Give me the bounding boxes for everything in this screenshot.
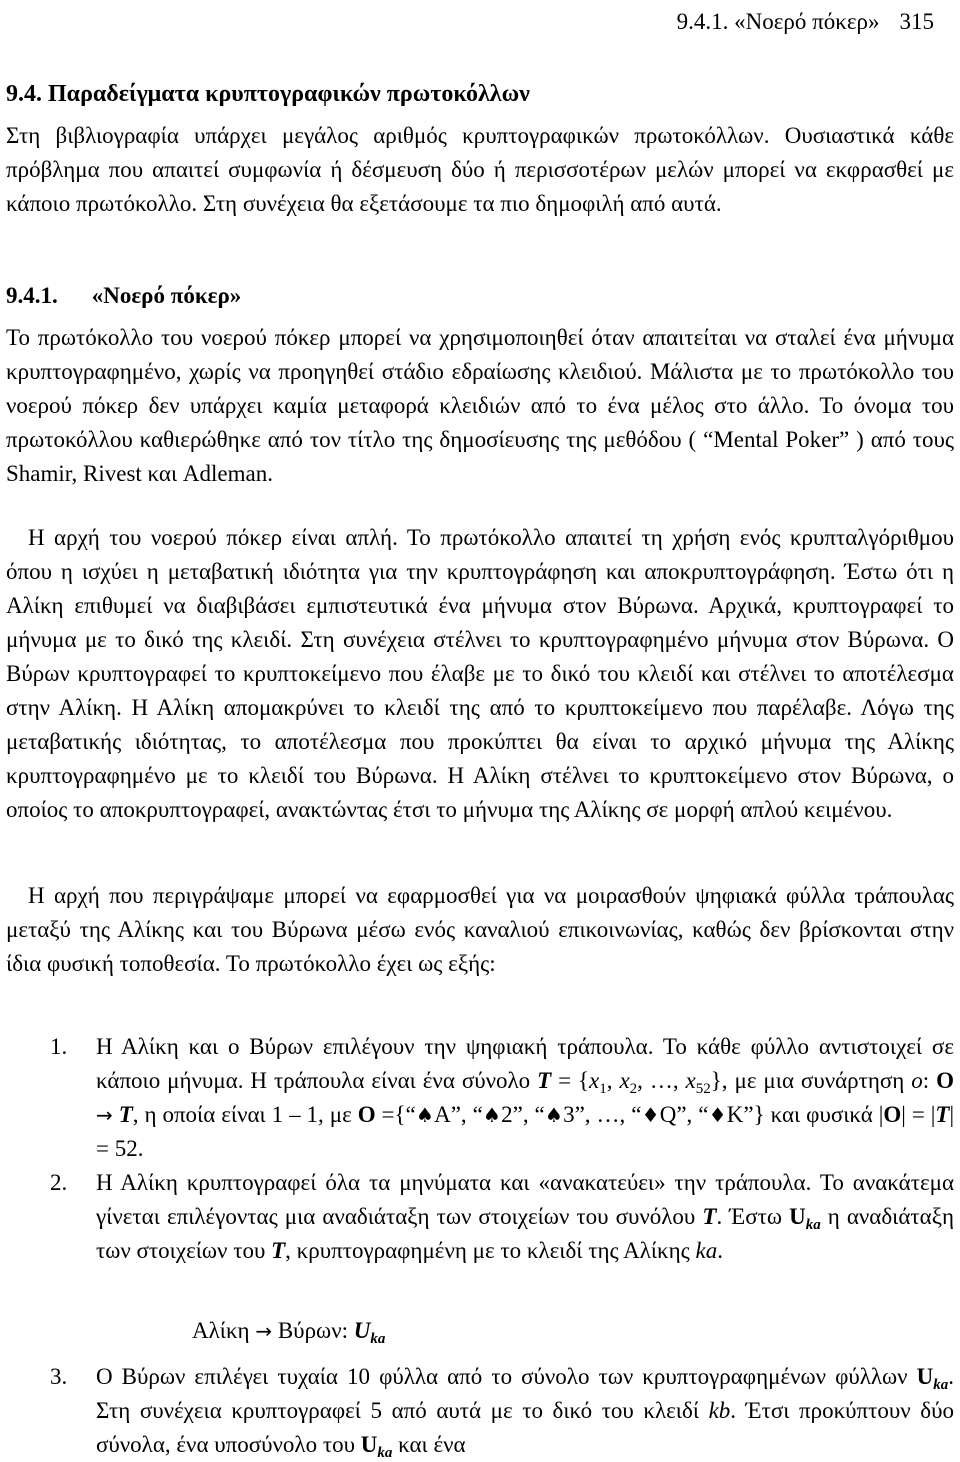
subsection-number: 9.4.1. bbox=[6, 283, 58, 308]
paragraph-principle: Η αρχή του νοερού πόκερ είναι απλή. Το πρωτόκολλο απαιτεί τη χρήση ενός κρυπταλγόριθμου όπου η ισχύει η μεταβατική ιδιότητα για την κρυπτογράφηση και αποκρυπτογράφηση. Έστω ότι η Αλίκη επιθυμεί να διαβιβάσει εμπιστευτικά ένα μήνυμα στον Βύρωνα. Αρχικά, κρυπτογραφεί το μήνυμα με το δικό της κλειδί. Στη συνέχεια στέλνει το κρυπτογραφημένο μήνυμα στον Βύρωνα. Ο Βύρων κρυπτογραφεί το κρυπτοκείμενο που έλαβε με το δικό του κλειδί και στέλνει το αποτέλεσμα στην Αλίκη. Η Αλίκη απομακρύνει το κλειδί της από το κρυπτοκείμενο που παρέλαβε. Λόγω της μεταβατικής ιδιότητας, το αποτέλεσμα που προκύπτει θα είναι το αρχικό μήνυμα της Αλίκης κρυπτογραφημένο με το κλειδί του Βύρωνα. Η Αλίκη στέλνει το κρυπτοκείμενο στον Βύρωνα, ο οποίος το αποκρυπτογραφεί, ανακτώντας έτσι το μήνυμα της Αλίκης σε μορφή απλού κειμένου. bbox=[6, 525, 954, 822]
protocol-step-3 bbox=[6, 1360, 954, 1462]
diamond-icon: ♦ bbox=[641, 1103, 660, 1127]
subsection-title: «Νοερό πόκερ» bbox=[91, 283, 242, 308]
protocol-step-2 bbox=[6, 1166, 954, 1268]
paragraph-mental-poker-intro: Το πρωτόκολλο του νοερού πόκερ μπορεί να χρησιμοποιηθεί όταν απαιτείται να σταλεί ένα μήνυμα κρυπτογραφημένο, χωρίς να προηγηθεί στάδιο εδραίωσης κλειδιού. Μάλιστα με το πρωτόκολλο του νοερού πόκερ δεν υπάρχει καμία μεταφορά κλειδιών από το ένα μέλος στο άλλο. Το όνομα του πρωτοκόλλου καθιερώθηκε από τον τίτλο της δημοσίευσης της μεθόδου ( “Mental Poker” ) από τους Shamir, Rivest και Adleman. bbox=[6, 325, 954, 486]
paragraph-card-sharing: Η αρχή που περιγράψαμε μπορεί να εφαρμοσθεί για να μοιρασθούν ψηφιακά φύλλα τράπουλας μεταξύ της Αλίκης και του Βύρωνα μέσω ενός καναλιού επικοινωνίας, καθώς δεν βρίσκονται στην ίδια φυσική τοποθεσία. Το πρωτόκολλο έχει ως εξής: bbox=[6, 883, 954, 976]
section-intro: Στη βιβλιογραφία υπάρχει μεγάλος αριθμός κρυπτογραφικών πρωτοκόλλων. Ουσιαστικά κάθε πρόβλημα που απαιτεί συμφωνία ή δέσμευση δύο ή περισσοτέρων μελών μπορεί να εκφρασθεί με κάποιο πρωτόκολλο. Στη συνέχεια θα εξετάσουμε τα πιο δημοφιλή από αυτά. bbox=[6, 123, 954, 216]
protocol-steps-continued bbox=[6, 1360, 954, 1462]
diamond-icon: ♦ bbox=[708, 1103, 727, 1127]
protocol-step-1 bbox=[6, 1030, 954, 1166]
right-arrow-icon: → bbox=[255, 1319, 273, 1343]
right-arrow-icon: → bbox=[96, 1103, 113, 1127]
spade-icon: ♠ bbox=[544, 1103, 564, 1127]
step-text: Η Αλίκη και ο Βύρων επιλέγουν την ψηφιακή τράπουλα. Το κάθε φύλλο αντιστοιχεί σε κάποιο μήνυμα. Η τράπουλα είναι ένα σύνολο $T = \{x_1$, $x_2$, …, $x_{52}$}, με μια συνάρτηση o: O → T, η οποία είναι 1 – 1, με O ={“♠A”, “♠2”, “♠3”, …, “♦Q”, “♦K”} και φυσικά |O| = |T| = 52. bbox=[96, 1034, 955, 1161]
page-number: 315 bbox=[899, 9, 934, 34]
step-text: Ο Βύρων επιλέγει τυχαία 10 φύλλα από το σύνολο των κρυπτογραφημένων φύλλων $U_{ka}$. Στη συνέχεια κρυπτογραφεί 5 από αυτά με το δικό του κλειδί kb. Έτσι προκύπτουν δύο σύνολα, ένα υποσύνολο του $U_{ka}$ και ένα bbox=[96, 1364, 954, 1461]
step-text: Η Αλίκη κρυπτογραφεί όλα τα μηνύματα και «ανακατεύει» την τράπουλα. Το ανακάτεμα γίνεται επιλέγοντας μια αναδιάταξη των στοιχείων του συνόλου T. Έστω $U_{ka}$ η αναδιάταξη των στοιχείων του T, κρυπτογραφημένη με το κλειδί της Αλίκης ka. bbox=[96, 1170, 954, 1263]
step-number: 2. bbox=[50, 1170, 68, 1195]
running-title: 9.4.1. «Νοερό πόκερ» bbox=[676, 9, 880, 34]
step-number: 3. bbox=[50, 1364, 68, 1389]
spade-icon: ♠ bbox=[415, 1103, 435, 1127]
spade-icon: ♠ bbox=[482, 1103, 502, 1127]
running-header bbox=[677, 8, 934, 36]
exchange-formula: Αλίκη → Βύρων: $U_{ka}$ bbox=[192, 1318, 386, 1347]
protocol-steps bbox=[6, 1030, 954, 1268]
section-heading: 9.4. Παραδείγματα κρυπτογραφικών πρωτοκόλλων bbox=[6, 81, 530, 107]
subsection-heading bbox=[6, 281, 241, 311]
step-number: 1. bbox=[50, 1034, 68, 1059]
